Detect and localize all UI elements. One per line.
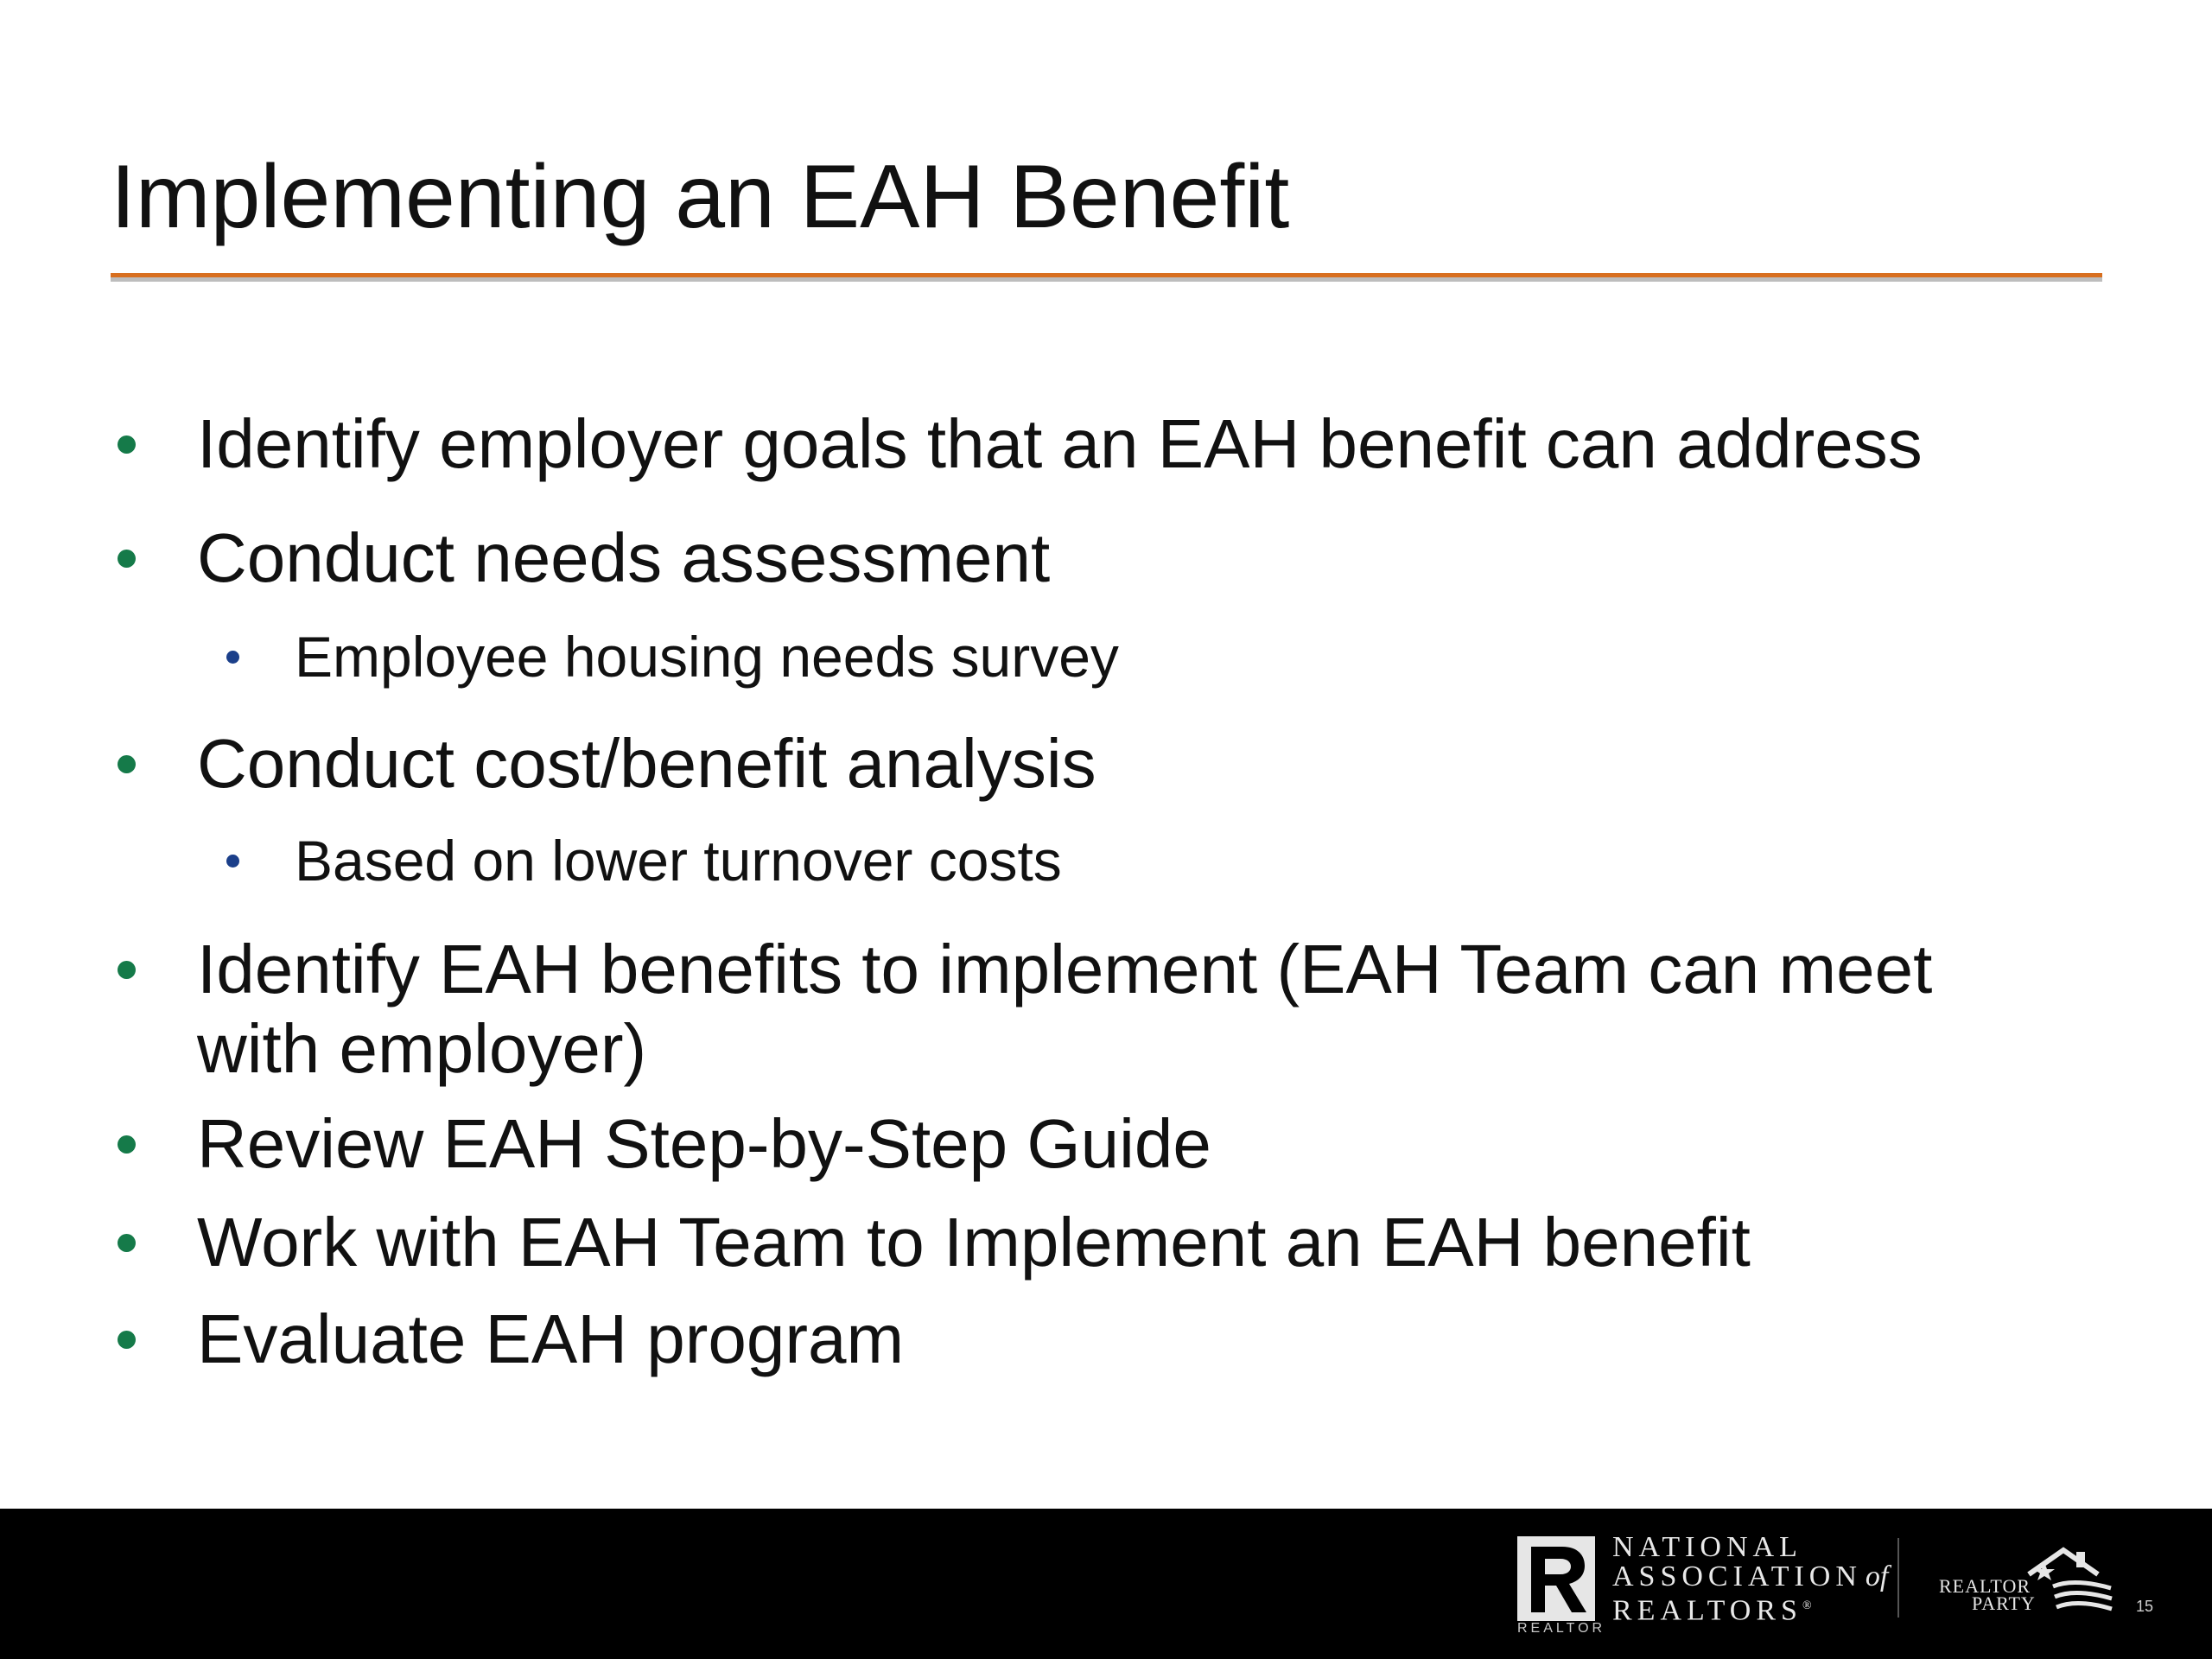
bullet-text: Conduct needs assessment bbox=[197, 519, 1051, 596]
bullet-dot-icon bbox=[118, 1331, 136, 1349]
footer-divider bbox=[1897, 1538, 1899, 1618]
bullet-dot-icon bbox=[118, 435, 136, 454]
nar-wordmark bbox=[1612, 1533, 1888, 1625]
bullet-text: Work with EAH Team to Implement an EAH benefit bbox=[197, 1204, 1751, 1281]
sub-bullet-dot-icon bbox=[226, 855, 239, 868]
nar-association-word: ASSOCIATION bbox=[1612, 1560, 1862, 1592]
bullet-dot-icon bbox=[118, 755, 136, 773]
nar-realtors-word: REALTORS bbox=[1612, 1594, 1802, 1627]
sub-bullet-item bbox=[295, 624, 1119, 690]
bullet-text: Identify employer goals that an EAH benefit can address bbox=[197, 405, 1923, 482]
bullet-text-line1: Identify EAH benefits to implement (EAH Team can meet bbox=[197, 931, 1933, 1007]
bullet-text-line2: with employer) bbox=[197, 1010, 647, 1087]
bullet-dot-icon bbox=[118, 961, 136, 979]
nar-line-association bbox=[1612, 1562, 1888, 1592]
bullet-item bbox=[197, 1104, 1211, 1184]
realtor-party-line1: REALTOR bbox=[1939, 1575, 2031, 1597]
bullet-item bbox=[197, 1300, 904, 1379]
bullet-dot-icon bbox=[118, 550, 136, 568]
bullet-text: Evaluate EAH program bbox=[197, 1300, 905, 1377]
sub-bullet-item bbox=[295, 828, 1062, 893]
bullet-item bbox=[197, 518, 1050, 598]
nar-line-realtors bbox=[1612, 1592, 1888, 1625]
bullet-text: Review EAH Step-by-Step Guide bbox=[197, 1105, 1211, 1182]
bullet-item bbox=[197, 930, 1932, 1089]
realtor-party-line2: PARTY bbox=[1972, 1592, 2036, 1614]
slide-title: Implementing an EAH Benefit bbox=[111, 147, 1290, 247]
nar-of-word: of bbox=[1865, 1560, 1889, 1592]
sub-bullet-text: Employee housing needs survey bbox=[295, 625, 1119, 689]
realtor-r-logo-icon bbox=[1517, 1536, 1595, 1621]
registered-mark-icon: ® bbox=[1802, 1599, 1817, 1612]
bullet-item bbox=[197, 1203, 1751, 1282]
nar-line-national: NATIONAL bbox=[1612, 1531, 1802, 1563]
bullet-item bbox=[197, 404, 1923, 484]
sub-bullet-text: Based on lower turnover costs bbox=[295, 829, 1062, 893]
sub-bullet-dot-icon bbox=[226, 651, 239, 664]
nar-tag-text: REALTOR bbox=[1517, 1621, 1606, 1636]
slide-number: 15 bbox=[2136, 1598, 2154, 1615]
bullet-item bbox=[197, 724, 1096, 804]
bullet-dot-icon bbox=[118, 1234, 136, 1252]
bullet-text: Conduct cost/benefit analysis bbox=[197, 725, 1096, 802]
bullet-dot-icon bbox=[118, 1135, 136, 1154]
